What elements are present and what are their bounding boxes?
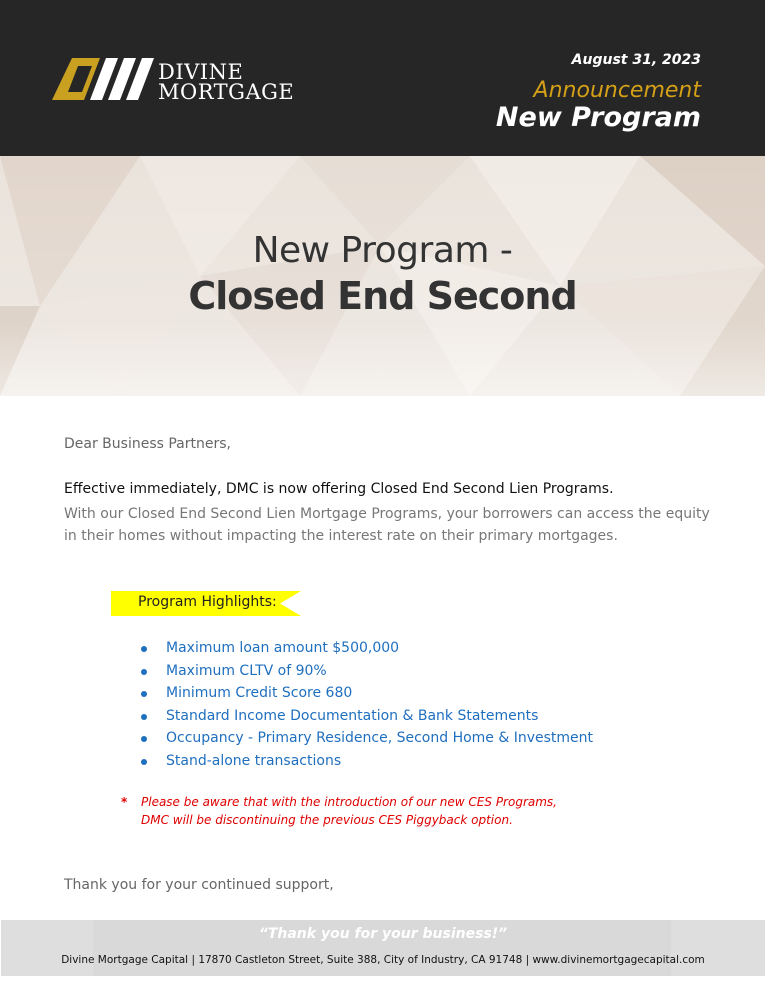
highlight-text: Occupancy - Primary Residence, Second Home & Investment: [166, 730, 594, 746]
brand-name: [158, 62, 294, 102]
closing-line: Thank you for your continued support,: [64, 877, 334, 893]
bullet-icon: [141, 669, 147, 675]
bullet-icon: [141, 691, 147, 697]
highlight-item: [138, 660, 593, 683]
company-logo: [52, 58, 295, 106]
hero-banner: [0, 156, 765, 396]
bullet-icon: [141, 646, 147, 652]
brand-line-2: MORTGAGE: [158, 80, 295, 104]
bullet-icon: [141, 714, 147, 720]
header-info: [496, 52, 701, 133]
highlights-list: [138, 637, 593, 772]
footer-quote: “Thank you for your business!”: [258, 926, 508, 942]
highlight-item: [138, 682, 593, 705]
header-bar: [0, 0, 765, 156]
footer-address: Divine Mortgage Capital | 17870 Castleton Street, Suite 388, City of Industry, CA 91748 | www.divinemortgagecapital.com: [61, 954, 705, 966]
program-description: With our Closed End Second Lien Mortgage Programs, your borrowers can access the equity in their homes without impacting the interest rate on their primary mortgages.: [64, 506, 710, 544]
highlight-item: [138, 727, 593, 750]
highlight-text: Maximum CLTV of 90%: [166, 662, 327, 679]
highlight-item: [138, 750, 593, 773]
announcement-date: August 31, 2023: [571, 52, 701, 68]
banner-title-line-1: New Program -: [252, 230, 513, 271]
highlight-text: Standard Income Documentation & Bank Statements: [166, 707, 539, 724]
banner-title-line-2: Closed End Second: [188, 274, 577, 318]
logo-stripes-icon: [52, 58, 156, 102]
note-asterisk: *: [121, 795, 128, 809]
brand-line-1: DIVINE: [158, 60, 244, 84]
highlight-item: [138, 637, 593, 660]
program-label: New Program: [495, 102, 701, 133]
highlight-item: [138, 705, 593, 728]
highlight-text: Stand-alone transactions: [166, 752, 342, 769]
highlight-text: Maximum loan amount $500,000: [166, 640, 400, 656]
bullet-icon: [141, 759, 147, 765]
announcement-label: Announcement: [533, 78, 701, 103]
note-line-2: DMC will be discontinuing the previous CES Piggyback option.: [141, 813, 513, 827]
bullet-icon: [141, 736, 147, 742]
note-line-1: Please be aware that with the introduction of our new CES Programs,: [141, 795, 557, 809]
footer: [1, 920, 765, 976]
discontinuation-note: [121, 793, 557, 829]
highlight-text: Minimum Credit Score 680: [166, 685, 353, 701]
highlights-label: Program Highlights:: [138, 594, 277, 610]
lead-sentence: Effective immediately, DMC is now offering Closed End Second Lien Programs.: [64, 481, 614, 497]
greeting: Dear Business Partners,: [64, 436, 231, 452]
